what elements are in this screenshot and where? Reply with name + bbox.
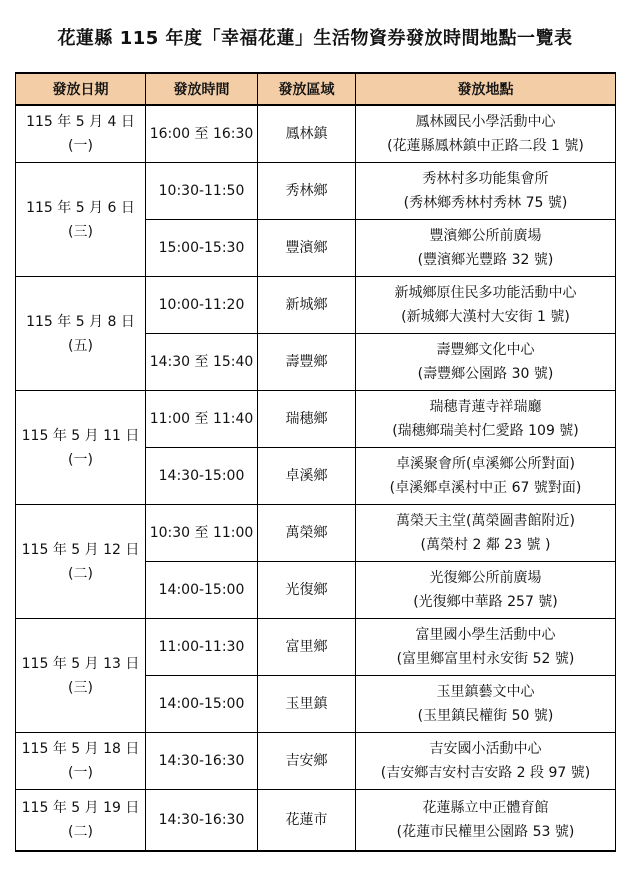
header-date: 發放日期 — [16, 73, 146, 105]
location-cell — [356, 505, 616, 562]
time-cell: 16:00 至 16:30 — [146, 105, 258, 163]
location-name: 富里國小學生活動中心 — [415, 627, 556, 643]
location-cell — [356, 391, 616, 448]
time-cell: 11:00-11:30 — [146, 619, 258, 676]
location-name: 瑞穗青蓮寺祥瑞廳 — [429, 399, 542, 415]
area-cell: 新城鄉 — [258, 277, 356, 334]
location-address: (光復鄉中華路 257 號) — [413, 594, 558, 610]
date-cell — [16, 391, 146, 505]
time-cell: 14:00-15:00 — [146, 562, 258, 619]
weekday-text: (一) — [68, 138, 93, 154]
location-name: 豐濱鄉公所前廣場 — [429, 228, 542, 244]
location-cell — [356, 676, 616, 733]
date-text: 115 年 5 月 12 日 — [21, 541, 140, 558]
area-cell: 秀林鄉 — [258, 163, 356, 220]
date-cell — [16, 505, 146, 619]
location-name: 新城鄉原住民多功能活動中心 — [394, 285, 577, 301]
location-address: (壽豐鄉公園路 30 號) — [417, 366, 554, 382]
weekday-text: (三) — [68, 679, 93, 696]
location-name: 卓溪聚會所(卓溪鄉公所對面) — [396, 456, 575, 472]
date-text: 115 年 5 月 6 日 — [26, 199, 135, 216]
table-row — [16, 163, 616, 220]
location-cell — [356, 334, 616, 391]
date-cell — [16, 733, 146, 790]
weekday-text: (三) — [68, 223, 93, 240]
location-cell — [356, 163, 616, 220]
location-name: 吉安國小活動中心 — [429, 741, 542, 757]
table-row — [16, 391, 616, 448]
date-cell — [16, 790, 146, 852]
weekday-text: (二) — [68, 565, 93, 582]
date-text: 115 年 5 月 11 日 — [21, 427, 140, 444]
time-cell: 15:00-15:30 — [146, 220, 258, 277]
location-cell — [356, 105, 616, 163]
area-cell: 瑞穗鄉 — [258, 391, 356, 448]
table-row — [16, 790, 616, 852]
distribution-schedule-table — [15, 72, 616, 852]
location-name: 萬榮天主堂(萬榮圖書館附近) — [396, 513, 575, 529]
date-cell — [16, 619, 146, 733]
location-address: (新城鄉大漢村大安街 1 號) — [401, 309, 570, 325]
date-cell — [16, 105, 146, 163]
time-cell: 14:30-16:30 — [146, 790, 258, 852]
location-address: (富里鄉富里村永安街 52 號) — [396, 651, 575, 667]
date-cell — [16, 163, 146, 277]
table-row — [16, 277, 616, 334]
area-cell: 萬榮鄉 — [258, 505, 356, 562]
location-address: (吉安鄉吉安村吉安路 2 段 97 號) — [380, 765, 591, 781]
area-cell: 光復鄉 — [258, 562, 356, 619]
area-cell: 卓溪鄉 — [258, 448, 356, 505]
location-name: 光復鄉公所前廣場 — [429, 570, 542, 586]
header-area: 發放區域 — [258, 73, 356, 105]
location-cell — [356, 562, 616, 619]
time-cell: 11:00 至 11:40 — [146, 391, 258, 448]
time-cell: 14:30-15:00 — [146, 448, 258, 505]
location-address: (萬榮村 2 鄰 23 號 ) — [420, 537, 551, 553]
location-address: (花蓮市民權里公園路 53 號) — [396, 824, 575, 840]
area-cell: 壽豐鄉 — [258, 334, 356, 391]
table-row — [16, 505, 616, 562]
time-cell: 14:30 至 15:40 — [146, 334, 258, 391]
date-text: 115 年 5 月 13 日 — [21, 655, 140, 672]
location-address: (玉里鎮民權街 50 號) — [417, 708, 554, 724]
location-cell — [356, 220, 616, 277]
table-row — [16, 105, 616, 163]
time-cell: 10:00-11:20 — [146, 277, 258, 334]
time-cell: 14:00-15:00 — [146, 676, 258, 733]
location-name: 鳳林國民小學活動中心 — [415, 114, 556, 130]
area-cell: 鳳林鎮 — [258, 105, 356, 163]
weekday-text: (二) — [68, 824, 93, 840]
location-address: (花蓮縣鳳林鎮中正路二段 1 號) — [387, 138, 584, 154]
location-address: (秀林鄉秀林村秀林 75 號) — [403, 195, 568, 211]
date-text: 115 年 5 月 4 日 — [26, 114, 135, 130]
header-location: 發放地點 — [356, 73, 616, 105]
area-cell: 吉安鄉 — [258, 733, 356, 790]
location-cell — [356, 448, 616, 505]
date-cell — [16, 277, 146, 391]
area-cell: 富里鄉 — [258, 619, 356, 676]
location-name: 玉里鎮藝文中心 — [436, 684, 535, 700]
weekday-text: (五) — [68, 337, 93, 354]
area-cell: 玉里鎮 — [258, 676, 356, 733]
weekday-text: (一) — [68, 765, 93, 781]
location-cell — [356, 277, 616, 334]
date-text: 115 年 5 月 8 日 — [26, 313, 135, 330]
time-cell: 10:30-11:50 — [146, 163, 258, 220]
location-address: (豐濱鄉光豐路 32 號) — [417, 252, 554, 268]
weekday-text: (一) — [68, 451, 93, 468]
date-text: 115 年 5 月 19 日 — [21, 800, 140, 816]
date-text: 115 年 5 月 18 日 — [21, 741, 140, 757]
area-cell: 花蓮市 — [258, 790, 356, 852]
table-row — [16, 619, 616, 676]
time-cell: 10:30 至 11:00 — [146, 505, 258, 562]
location-cell — [356, 619, 616, 676]
table-row — [16, 733, 616, 790]
location-name: 秀林村多功能集會所 — [422, 171, 549, 187]
header-time: 發放時間 — [146, 73, 258, 105]
location-name: 壽豐鄉文化中心 — [436, 342, 535, 358]
location-cell — [356, 790, 616, 852]
table-header-row — [16, 73, 616, 105]
page-title: 花蓮縣 115 年度「幸福花蓮」生活物資券發放時間地點一覽表 — [57, 28, 573, 49]
location-address: (卓溪鄉卓溪村中正 67 號對面) — [389, 480, 582, 496]
time-cell: 14:30-16:30 — [146, 733, 258, 790]
location-cell — [356, 733, 616, 790]
location-name: 花蓮縣立中正體育館 — [422, 800, 549, 816]
location-address: (瑞穗鄉瑞美村仁愛路 109 號) — [392, 423, 579, 439]
area-cell: 豐濱鄉 — [258, 220, 356, 277]
